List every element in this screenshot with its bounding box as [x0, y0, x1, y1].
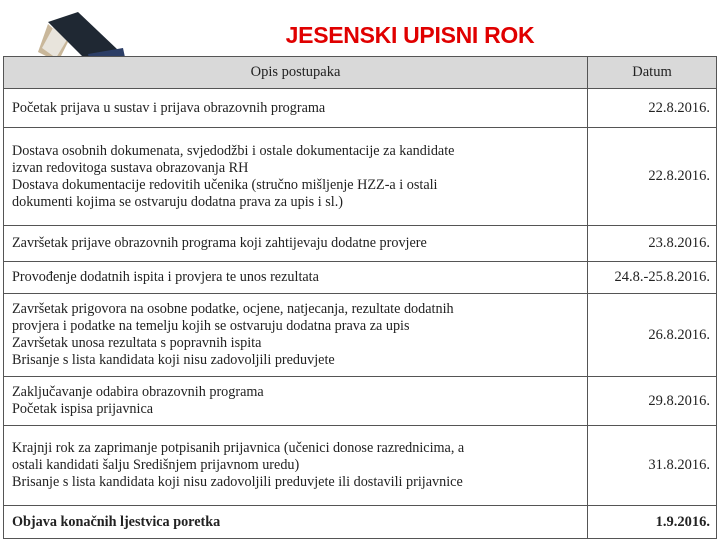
table-row [4, 226, 717, 262]
table-row [4, 506, 717, 539]
table-header-row [4, 57, 717, 89]
header-description: Opis postupaka [4, 57, 588, 89]
description-line: Završetak prigovora na osobne podatke, ocjene, natjecanja, rezultate dodatnih [12, 301, 454, 317]
row-description [4, 128, 588, 226]
row-date: 1.9.2016. [588, 506, 717, 539]
description-line: dokumenti kojima se ostvaruju dodatna prava za upis i sl.) [12, 193, 343, 210]
description-line: Brisanje s lista kandidata koji nisu zadovoljili preduvjete ili dostavili prijavnice [12, 474, 463, 490]
description-line: Završetak unosa rezultata s popravnih ispita [12, 335, 262, 351]
row-description [4, 226, 588, 262]
page-title: JESENSKI UPISNI ROK [285, 22, 535, 48]
description-line: Provođenje dodatnih ispita i provjera te unos rezultata [12, 269, 319, 285]
description-line: izvan redovitoga sustava obrazovanja RH [12, 159, 249, 176]
row-description [4, 89, 588, 128]
row-description [4, 426, 588, 506]
row-date: 24.8.-25.8.2016. [588, 262, 717, 294]
table-row [4, 128, 717, 226]
description-line: Dostava dokumentacije redovitih učenika (stručno mišljenje HZZ-a i ostali [12, 176, 438, 193]
description-line: Završetak prijave obrazovnih programa koji zahtijevaju dodatne provjere [12, 235, 427, 251]
description-line: Zaključavanje odabira obrazovnih programa [12, 384, 264, 400]
row-description [4, 294, 588, 377]
row-date: 31.8.2016. [588, 426, 717, 506]
row-date: 29.8.2016. [588, 377, 717, 426]
row-description [4, 262, 588, 294]
description-line: Početak ispisa prijavnica [12, 401, 154, 417]
description-line: Dostava osobnih dokumenata, svjedodžbi i ostale dokumentacije za kandidate [12, 142, 455, 159]
description-line: ostali kandidati šalju Središnjem prijavnom uredu) [12, 457, 300, 473]
header-date: Datum [588, 57, 717, 89]
table-row [4, 262, 717, 294]
row-description [4, 377, 588, 426]
table-row [4, 377, 717, 426]
row-description [4, 506, 588, 539]
description-line: Brisanje s lista kandidata koji nisu zadovoljili preduvjete [12, 352, 335, 368]
table-row [4, 89, 717, 128]
row-date: 22.8.2016. [588, 89, 717, 128]
table-row [4, 294, 717, 377]
description-line: Krajnji rok za zaprimanje potpisanih prijavnica (učenici donose razrednicima, a [12, 440, 465, 456]
row-date: 23.8.2016. [588, 226, 717, 262]
description-line: Objava konačnih ljestvica poretka [12, 513, 221, 530]
description-line: provjera i podatke na temelju kojih se ostvaruju dodatna prava za upis [12, 318, 410, 334]
row-date: 22.8.2016. [588, 128, 717, 226]
description-line: Početak prijava u sustav i prijava obrazovnih programa [12, 99, 326, 116]
table-row [4, 426, 717, 506]
row-date: 26.8.2016. [588, 294, 717, 377]
schedule-table [3, 56, 717, 539]
